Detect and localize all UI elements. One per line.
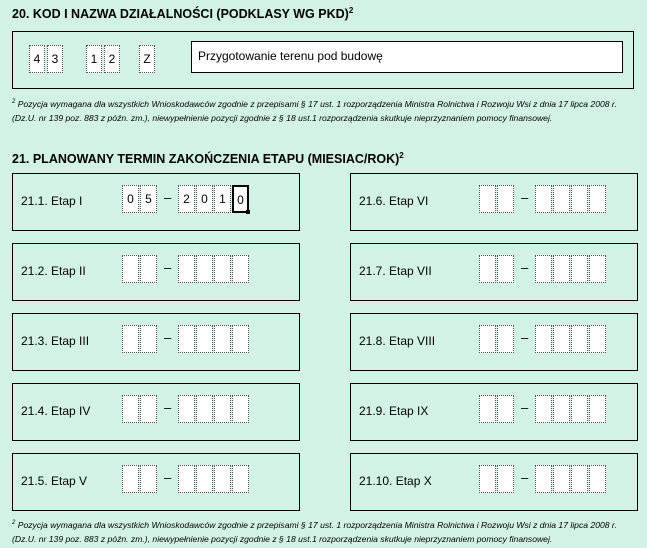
year-digit-4[interactable] (232, 395, 249, 423)
month-digit-1[interactable] (479, 395, 496, 423)
section-21-footnote-text: Pozycja wymagana dla wszystkich Wnioskodawców zgodnie z przepisami § 17 ust. 1 rozporządzenia Ministra Rolnictwa i Rozwoju Wsi z dnia 17 lipca 2008 r. (Dz.U. nr 139 poz. 883 z późn. zm.), niewypełnienie pozycji zgodnie z § 18 ust.1 rozporządzenia skutkuje nieprzyznaniem pomocy finansowej. (12, 519, 617, 544)
section-21-footnote (12, 516, 632, 546)
pkd-name-field[interactable]: Przygotowanie terenu pod budowę (191, 41, 623, 73)
section-20-footnote (12, 95, 632, 125)
stage-label: 21.8. Etap VIII (359, 334, 436, 348)
year-digit-2[interactable] (553, 325, 570, 353)
year-digit-4[interactable] (232, 465, 249, 493)
month-digit-1[interactable] (479, 325, 496, 353)
year-digit-3[interactable] (571, 395, 588, 423)
month-digit-1[interactable] (122, 395, 139, 423)
year-digit-4[interactable] (232, 255, 249, 283)
stage-label: 21.3. Etap III (21, 334, 90, 348)
year-digit-3[interactable] (214, 325, 231, 353)
year-digit-4[interactable] (589, 185, 606, 213)
year-digit-2[interactable] (553, 465, 570, 493)
year-digit-2[interactable] (196, 465, 213, 493)
year-digit-3[interactable] (214, 395, 231, 423)
section-20-title (12, 6, 353, 21)
month-digit-2[interactable] (497, 255, 514, 283)
stage-label: 21.7. Etap VII (359, 264, 432, 278)
year-digit-2[interactable] (553, 255, 570, 283)
date-separator: – (521, 470, 529, 485)
year-digit-2[interactable] (553, 395, 570, 423)
month-digit-1[interactable] (479, 185, 496, 213)
year-digit-3[interactable] (571, 255, 588, 283)
year-digit-1[interactable]: 2 (178, 185, 195, 213)
month-digit-2[interactable] (497, 185, 514, 213)
month-digit-2[interactable] (140, 395, 157, 423)
year-digit-3[interactable]: 1 (214, 185, 231, 213)
year-digit-1[interactable] (535, 465, 552, 493)
date-separator: – (521, 190, 529, 205)
month-digit-1[interactable]: 0 (122, 185, 139, 213)
month-digit-2[interactable] (140, 325, 157, 353)
date-separator: – (164, 190, 172, 205)
section-21-footnote-sup: 2 (12, 520, 16, 526)
year-digit-3[interactable] (214, 465, 231, 493)
year-digit-3[interactable] (214, 255, 231, 283)
date-separator: – (164, 400, 172, 415)
year-digit-4[interactable] (232, 325, 249, 353)
year-digit-4[interactable] (589, 395, 606, 423)
month-digit-1[interactable] (122, 465, 139, 493)
year-digit-2[interactable] (196, 255, 213, 283)
year-digit-1[interactable] (178, 325, 195, 353)
month-digit-2[interactable]: 5 (140, 185, 157, 213)
pkd-digit-2[interactable]: 3 (47, 45, 63, 73)
stage-box (350, 453, 638, 511)
date-separator: – (164, 470, 172, 485)
year-digit-4[interactable]: 0 (232, 185, 249, 213)
month-digit-2[interactable] (497, 465, 514, 493)
year-digit-1[interactable] (535, 185, 552, 213)
stage-box (12, 173, 300, 231)
year-digit-1[interactable] (178, 395, 195, 423)
month-digit-1[interactable] (122, 255, 139, 283)
year-digit-1[interactable] (535, 255, 552, 283)
stage-label: 21.1. Etap I (21, 194, 83, 208)
section-21-title (12, 151, 404, 166)
year-digit-2[interactable] (553, 185, 570, 213)
year-digit-2[interactable]: 0 (196, 185, 213, 213)
month-digit-2[interactable] (140, 465, 157, 493)
year-digit-4[interactable] (589, 325, 606, 353)
stage-box (12, 313, 300, 371)
year-digit-2[interactable] (196, 325, 213, 353)
stage-label: 21.10. Etap X (359, 474, 432, 488)
year-digit-2[interactable] (196, 395, 213, 423)
year-digit-4[interactable] (589, 255, 606, 283)
pkd-digit-4[interactable]: 2 (104, 45, 120, 73)
year-digit-3[interactable] (571, 325, 588, 353)
section-21-title-text: 21. PLANOWANY TERMIN ZAKOŃCZENIA ETAPU (MIESIAC/ROK) (12, 152, 400, 167)
month-digit-2[interactable] (497, 325, 514, 353)
pkd-digit-3[interactable]: 1 (86, 45, 102, 73)
section-20-title-sup: 2 (348, 6, 354, 15)
stage-label: 21.6. Etap VI (359, 194, 429, 208)
month-digit-2[interactable] (497, 395, 514, 423)
stage-box (350, 383, 638, 441)
date-separator: – (521, 260, 529, 275)
stage-label: 21.4. Etap IV (21, 404, 91, 418)
month-digit-2[interactable] (140, 255, 157, 283)
month-digit-1[interactable] (479, 255, 496, 283)
stage-box (12, 383, 300, 441)
stage-box (12, 243, 300, 301)
month-digit-1[interactable] (479, 465, 496, 493)
section-20-footnote-sup: 2 (12, 99, 16, 105)
pkd-digit-1[interactable]: 4 (29, 45, 45, 73)
stage-box (12, 453, 300, 511)
stage-label: 21.2. Etap II (21, 264, 86, 278)
stage-box (350, 243, 638, 301)
year-digit-1[interactable] (535, 395, 552, 423)
date-separator: – (521, 400, 529, 415)
date-separator: – (164, 260, 172, 275)
year-digit-1[interactable] (178, 255, 195, 283)
section-20-footnote-text: Pozycja wymagana dla wszystkich Wnioskodawców zgodnie z przepisami § 17 ust. 1 rozporządzenia Ministra Rolnictwa i Rozwoju Wsi z dnia 17 lipca 2008 r. (Dz.U. nr 139 poz. 883 z późn. zm.), niewypełnienie pozycji zgodnie z § 18 ust.1 rozporządzenia skutkuje nieprzyznaniem pomocy finansowej. (12, 98, 617, 123)
year-digit-1[interactable] (535, 325, 552, 353)
date-separator: – (164, 330, 172, 345)
pkd-code-box (12, 31, 634, 89)
date-separator: – (521, 330, 529, 345)
section-20-title-text: 20. KOD I NAZWA DZIAŁALNOŚCI (PODKLASY WG PKD) (12, 7, 349, 22)
year-digit-3[interactable] (571, 465, 588, 493)
year-digit-4[interactable] (589, 465, 606, 493)
stage-box (350, 313, 638, 371)
section-21-title-sup: 2 (399, 151, 404, 160)
pkd-letter[interactable]: Z (139, 45, 155, 73)
year-digit-3[interactable] (571, 185, 588, 213)
month-digit-1[interactable] (122, 325, 139, 353)
stage-box (350, 173, 638, 231)
year-digit-1[interactable] (178, 465, 195, 493)
stage-label: 21.9. Etap IX (359, 404, 429, 418)
stage-label: 21.5. Etap V (21, 474, 88, 488)
